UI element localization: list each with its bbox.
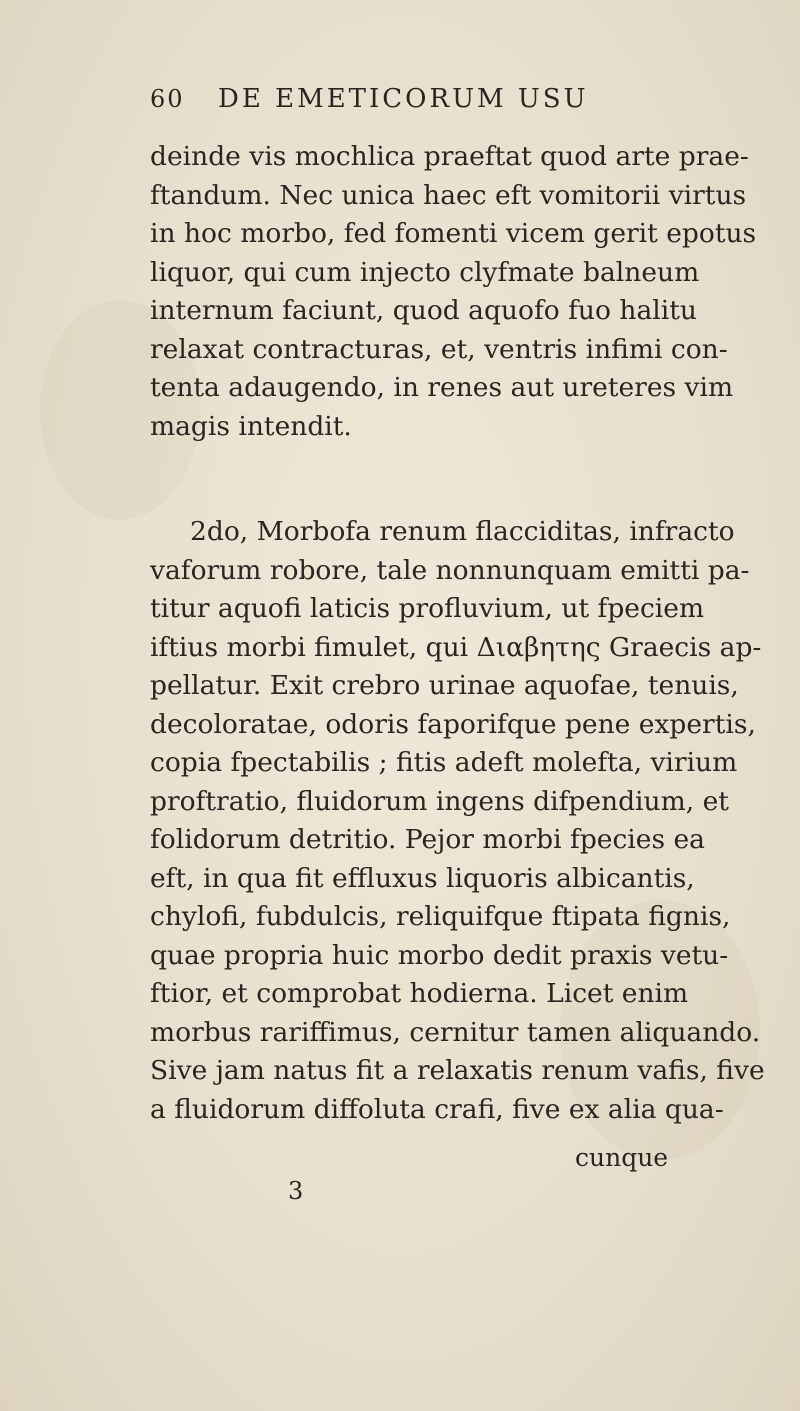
text-line: 2do, Morbofa renum flacciditas, infracto bbox=[190, 516, 735, 547]
body-text bbox=[150, 138, 765, 1129]
text-line: folidorum detritio. Pejor morbi fpecies ea bbox=[150, 824, 705, 855]
catchword: cunque bbox=[575, 1143, 669, 1172]
text-line: ftior, et comprobat hodierna. Licet enim bbox=[150, 978, 689, 1009]
running-title: DE EMETICORUM USU bbox=[218, 84, 589, 114]
text-line: in hoc morbo, fed fomenti vicem gerit epotus bbox=[150, 218, 757, 249]
text-line: vaforum robore, tale nonnunquam emitti pa- bbox=[150, 554, 750, 586]
text-line: liquor, qui cum injecto clyfmate balneum bbox=[150, 256, 700, 288]
text-line: relaxat contracturas, et, ventris infimi con- bbox=[150, 333, 728, 365]
paragraph-gap bbox=[150, 446, 660, 513]
text-line: decoloratae, odoris faporifque pene expertis, bbox=[150, 708, 756, 740]
text-line: deinde vis mochlica praeftat quod arte prae- bbox=[150, 141, 749, 172]
signature-mark: 3 bbox=[288, 1177, 304, 1205]
text-line: copia fpectabilis ; fitis adeft molefta, virium bbox=[150, 747, 738, 778]
page-number: 60 bbox=[150, 85, 185, 113]
text-line: ftandum. Nec unica haec eft vomitorii virtus bbox=[150, 179, 747, 211]
running-head bbox=[150, 84, 710, 124]
text-line: eft, in qua fit effluxus liquoris albicantis, bbox=[150, 862, 695, 894]
text-line: internum faciunt, quod aquofo fuo halitu bbox=[150, 295, 697, 326]
text-line: magis intendit. bbox=[150, 410, 352, 442]
text-line: titur aquofi laticis profluvium, ut fpeciem bbox=[150, 593, 705, 624]
text-line: morbus rariffimus, cernitur tamen aliquando. bbox=[150, 1016, 761, 1048]
text-line: iftius morbi fimulet, qui Διαβητης Graecis ap- bbox=[150, 631, 762, 663]
text-line: quae propria huic morbo dedit praxis vetu- bbox=[150, 939, 729, 971]
text-line: pellatur. Exit crebro urinae aquofae, tenuis, bbox=[150, 670, 739, 701]
text-line: chylofi, fubdulcis, reliquifque ftipata fignis, bbox=[150, 901, 731, 932]
text-line: tenta adaugendo, in renes aut ureteres vim bbox=[150, 372, 734, 403]
text-line: a fluidorum diffoluta crafi, five ex alia qua- bbox=[150, 1093, 724, 1125]
text-line: Sive jam natus fit a relaxatis renum vafis, five bbox=[150, 1055, 765, 1086]
text-line: proftratio, fluidorum ingens difpendium, et bbox=[150, 785, 729, 817]
